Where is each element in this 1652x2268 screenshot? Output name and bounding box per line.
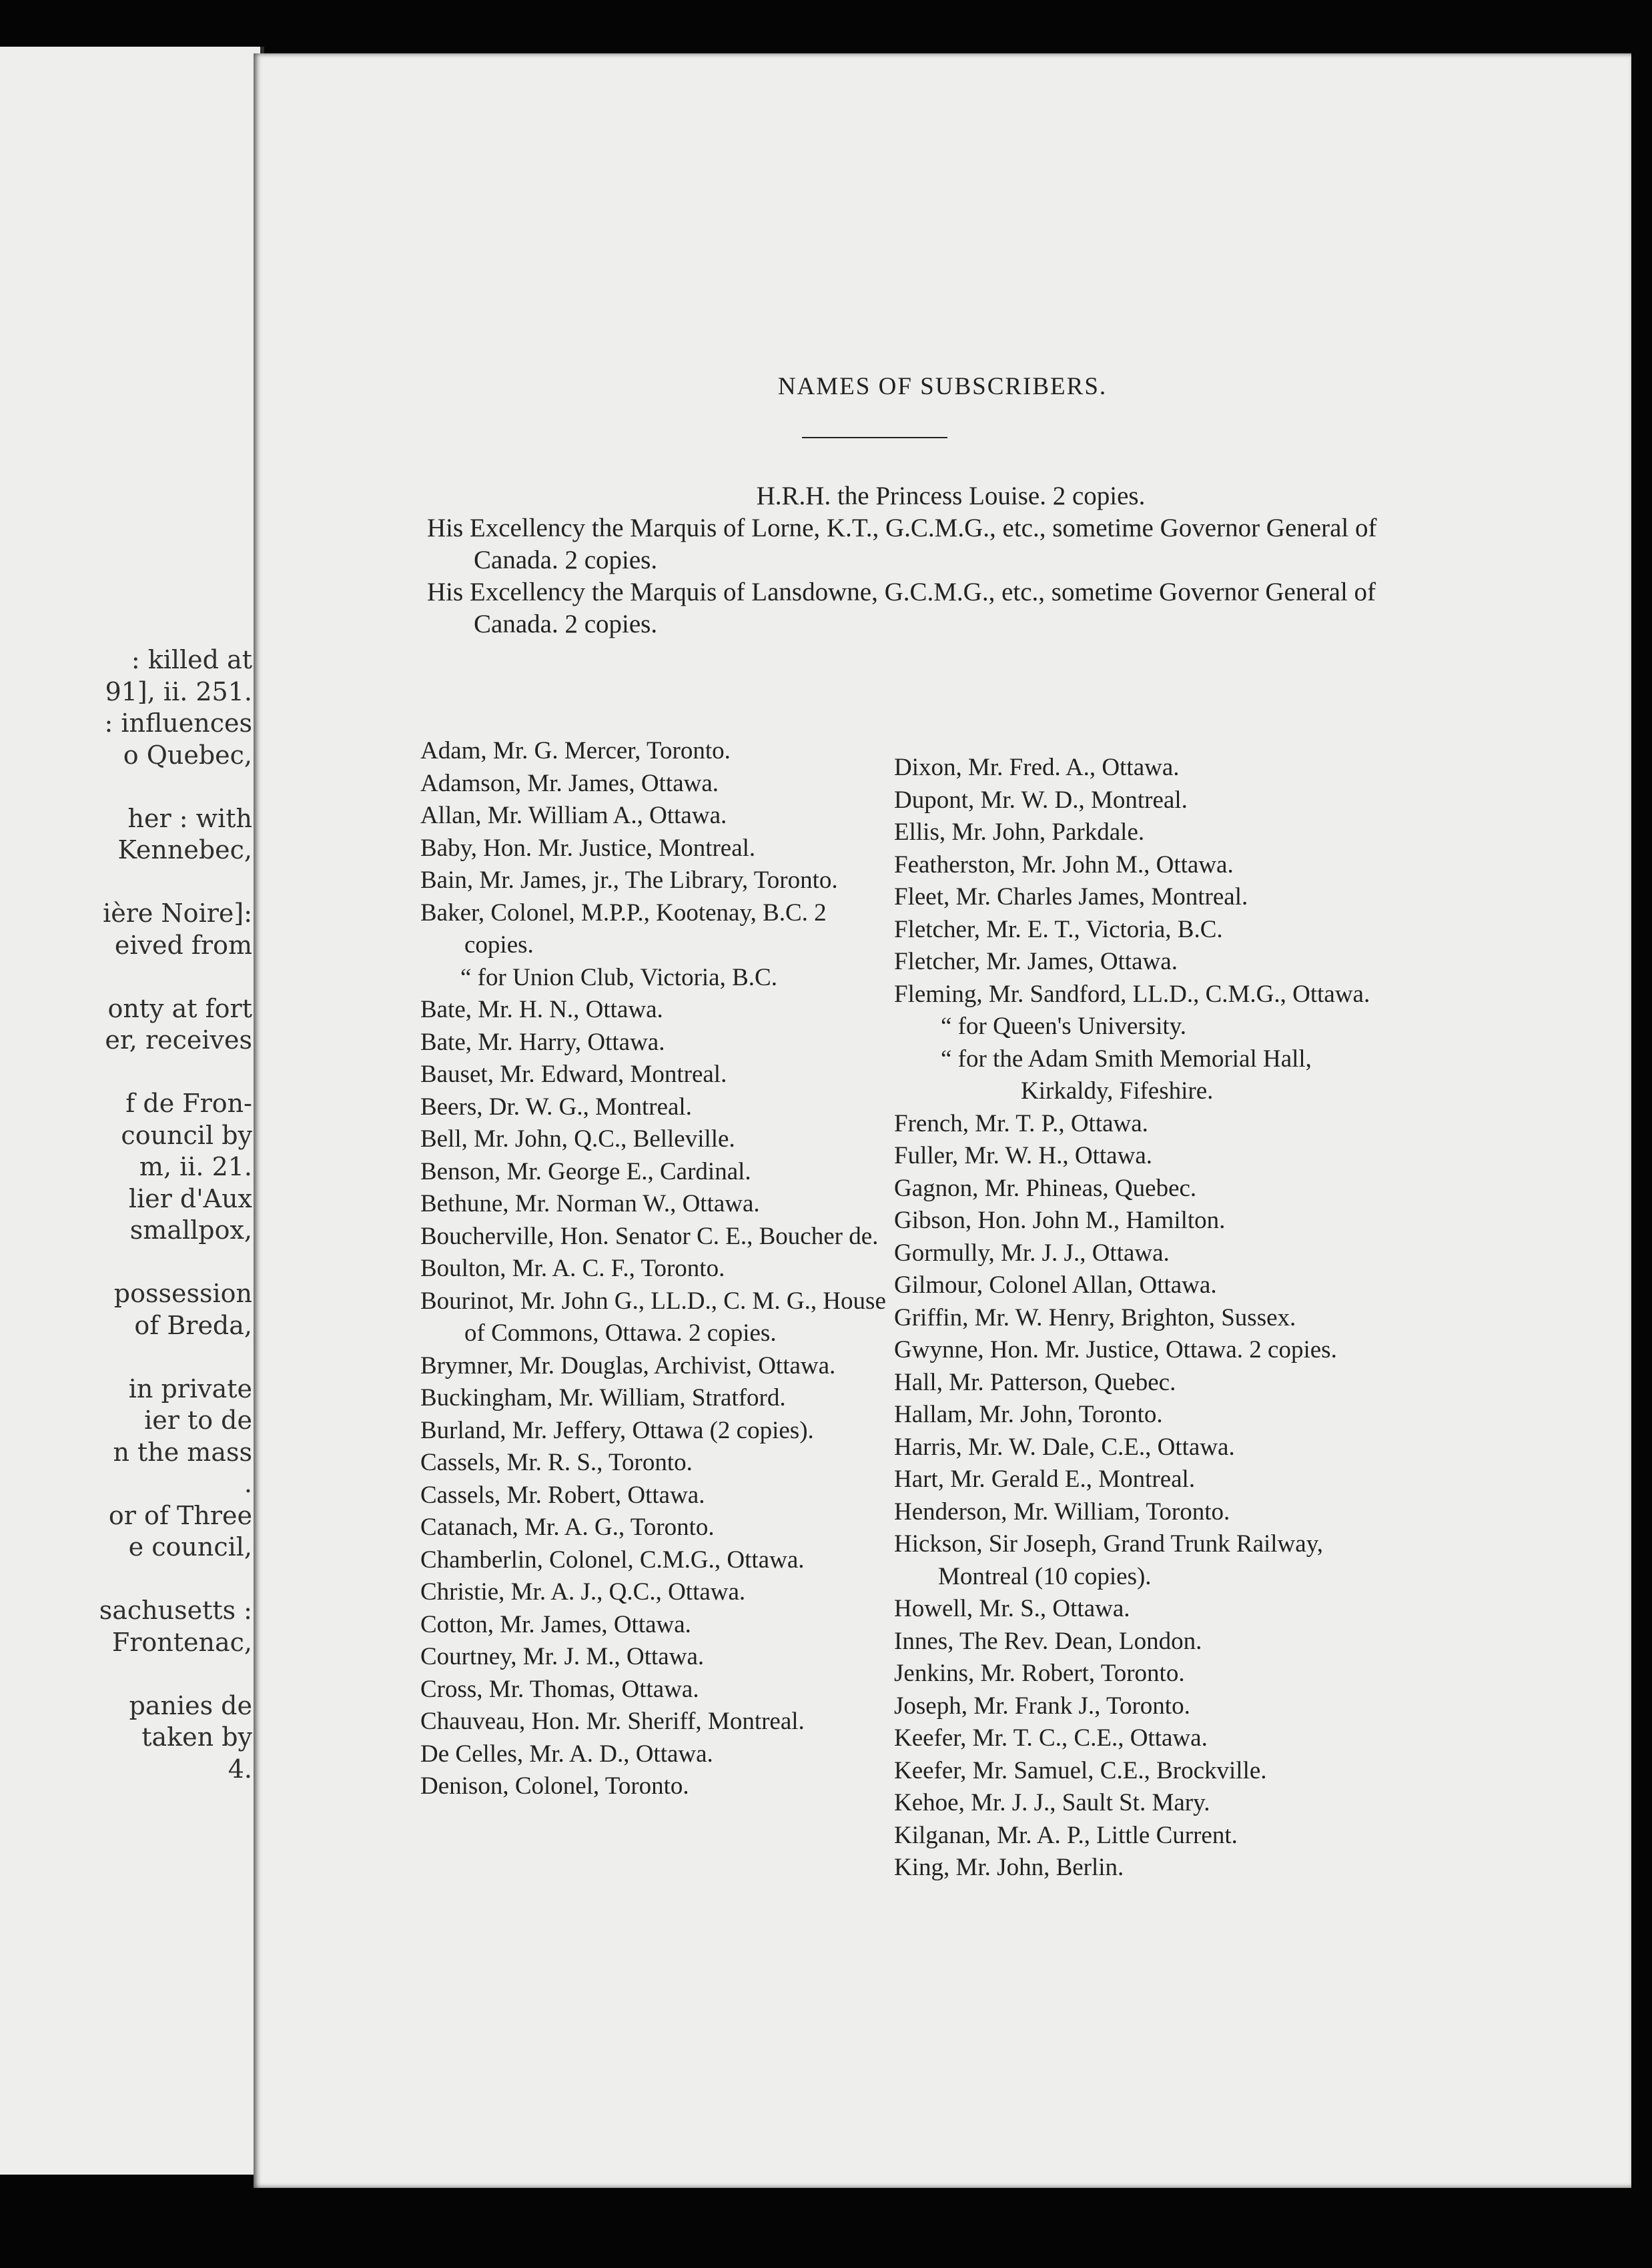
subscriber-entry: Keefer, Mr. Samuel, C.E., Brockville. — [894, 1756, 1267, 1784]
subscriber-entry: Allan, Mr. William A., Ottawa. — [420, 802, 727, 829]
left-page-line: er, receives — [105, 1025, 252, 1055]
subscriber-entry: Buckingham, Mr. William, Stratford. — [420, 1384, 786, 1411]
subscriber-entry: Boucherville, Hon. Senator C. E., Boucher de. — [420, 1222, 879, 1250]
subscriber-entry: Joseph, Mr. Frank J., Toronto. — [894, 1692, 1190, 1720]
subscriber-entry: Baker, Colonel, M.P.P., Kootenay, B.C. 2 copies. — [420, 899, 827, 959]
left-page-line: Kennebec, — [117, 835, 252, 865]
subscriber-entry: Cassels, Mr. R. S., Toronto. — [420, 1449, 693, 1476]
left-page-line: : killed at — [131, 645, 252, 674]
subscriber-entry: Burland, Mr. Jeffery, Ottawa (2 copies). — [420, 1416, 814, 1444]
subscriber-entry: “ for Union Club, Victoria, B.C. — [460, 963, 777, 991]
subscriber-entry: French, Mr. T. P., Ottawa. — [894, 1109, 1148, 1137]
left-page-line: her : with — [127, 803, 252, 833]
subscriber-entry: Keefer, Mr. T. C., C.E., Ottawa. — [894, 1724, 1208, 1752]
left-page-line: eived from — [114, 930, 252, 960]
subscriber-entry: Bate, Mr. H. N., Ottawa. — [420, 996, 663, 1023]
subscriber-entry: Gilmour, Colonel Allan, Ottawa. — [894, 1271, 1217, 1299]
subscriber-entry: Hart, Mr. Gerald E., Montreal. — [894, 1466, 1196, 1493]
subscriber-entry: Beers, Dr. W. G., Montreal. — [420, 1093, 692, 1121]
subscriber-entry: Innes, The Rev. Dean, London. — [894, 1627, 1202, 1655]
left-page-line: onty at fort — [107, 993, 252, 1023]
subscriber-entry: Fletcher, Mr. James, Ottawa. — [894, 948, 1178, 975]
subscriber-column-right — [894, 752, 1374, 1884]
royal-subscribers — [427, 480, 1394, 640]
left-page-fragment — [0, 47, 264, 2175]
subscriber-entry: Chamberlin, Colonel, C.M.G., Ottawa. — [420, 1546, 805, 1574]
left-page-line: of Breda, — [134, 1310, 252, 1340]
left-page-line: council by — [121, 1120, 252, 1150]
subscriber-entry: Christie, Mr. A. J., Q.C., Ottawa. — [420, 1578, 746, 1606]
subscriber-entry: King, Mr. John, Berlin. — [894, 1854, 1124, 1881]
left-page-line: or of Three — [108, 1500, 252, 1530]
subscriber-entry: Cotton, Mr. James, Ottawa. — [420, 1610, 691, 1638]
subscriber-entry: Griffin, Mr. W. Henry, Brighton, Sussex. — [894, 1303, 1296, 1331]
subscribers-page — [254, 53, 1631, 2188]
left-page-line: o Quebec, — [123, 740, 252, 770]
subscriber-column-left — [420, 735, 887, 1803]
left-page-line: f de Fron- — [125, 1089, 252, 1118]
subscriber-entry: Catanach, Mr. A. G., Toronto. — [420, 1514, 715, 1541]
subscriber-entry: Hall, Mr. Patterson, Quebec. — [894, 1368, 1176, 1396]
left-page-line: 91], ii. 251. — [105, 676, 252, 706]
left-page-line: n the mass — [113, 1437, 252, 1467]
subscriber-entry: Kehoe, Mr. J. J., Sault St. Mary. — [894, 1789, 1210, 1816]
left-page-line: Frontenac, — [111, 1627, 252, 1657]
subscriber-entry: “ for Queen's University. — [941, 1013, 1186, 1040]
left-page-line: lier d'Aux — [128, 1183, 252, 1213]
left-page-line: sachusetts : — [99, 1596, 252, 1625]
left-page-line: taken by — [141, 1722, 252, 1752]
royal-entry-princess: H.R.H. the Princess Louise. 2 copies. — [756, 482, 1146, 510]
subscriber-entry: Fuller, Mr. W. H., Ottawa. — [894, 1142, 1153, 1169]
subscriber-entry: Boulton, Mr. A. C. F., Toronto. — [420, 1255, 725, 1282]
subscriber-entry: Featherston, Mr. John M., Ottawa. — [894, 851, 1234, 879]
subscriber-entry: Cross, Mr. Thomas, Ottawa. — [420, 1675, 699, 1703]
subscriber-entry: Bain, Mr. James, jr., The Library, Toronto. — [420, 867, 838, 894]
royal-entry-lansdowne: His Excellency the Marquis of Lansdowne, G.C.M.G., etc., sometime Governor General of Canada. 2 copies. — [427, 578, 1376, 638]
subscriber-entry: Gwynne, Hon. Mr. Justice, Ottawa. 2 copies. — [894, 1336, 1337, 1363]
subscriber-entry: Brymner, Mr. Douglas, Archivist, Ottawa. — [420, 1351, 836, 1379]
subscriber-entry: Harris, Mr. W. Dale, C.E., Ottawa. — [894, 1433, 1235, 1461]
left-page-line: possession — [113, 1279, 252, 1308]
subscriber-entry: Howell, Mr. S., Ottawa. — [894, 1595, 1130, 1622]
left-page-line: m, ii. 21. — [139, 1152, 252, 1181]
subscriber-entry: Adam, Mr. G. Mercer, Toronto. — [420, 737, 731, 764]
subscriber-entry: Kilganan, Mr. A. P., Little Current. — [894, 1821, 1238, 1849]
subscriber-entry: Benson, Mr. George E., Cardinal. — [420, 1157, 751, 1185]
subscriber-entry: Bethune, Mr. Norman W., Ottawa. — [420, 1190, 760, 1217]
subscriber-entry: “ for the Adam Smith Memorial Hall, Kirkaldy, Fifeshire. — [941, 1045, 1312, 1105]
subscriber-entry: Denison, Colonel, Toronto. — [420, 1772, 689, 1800]
subscriber-entry: Cassels, Mr. Robert, Ottawa. — [420, 1481, 705, 1509]
subscriber-entry: Courtney, Mr. J. M., Ottawa. — [420, 1643, 705, 1670]
subscriber-entry: Fleet, Mr. Charles James, Montreal. — [894, 883, 1248, 911]
subscriber-entry: Adamson, Mr. James, Ottawa. — [420, 769, 719, 797]
page-title: NAMES OF SUBSCRIBERS. — [777, 373, 1108, 400]
left-page-line: ière Noire]: — [103, 899, 252, 928]
left-page-line: ier to de — [144, 1405, 252, 1435]
subscriber-entry: Baby, Hon. Mr. Justice, Montreal. — [420, 834, 756, 862]
subscriber-entry: Hallam, Mr. John, Toronto. — [894, 1401, 1163, 1428]
subscriber-entry: Fleming, Mr. Sandford, LL.D., C.M.G., Ottawa. — [894, 980, 1370, 1008]
royal-entry-lorne: His Excellency the Marquis of Lorne, K.T., G.C.M.G., etc., sometime Governor General of Canada. 2 copies. — [427, 514, 1377, 574]
subscriber-entry: Gagnon, Mr. Phineas, Quebec. — [894, 1174, 1197, 1202]
left-page-line: 4. — [228, 1754, 252, 1784]
subscriber-entry: Bourinot, Mr. John G., LL.D., C. M. G., House of Commons, Ottawa. 2 copies. — [420, 1287, 886, 1347]
subscriber-entry: Bell, Mr. John, Q.C., Belleville. — [420, 1125, 735, 1153]
subscriber-entry: Bauset, Mr. Edward, Montreal. — [420, 1061, 727, 1088]
subscriber-entry: Dupont, Mr. W. D., Montreal. — [894, 786, 1188, 814]
left-page-line: smallpox, — [129, 1215, 252, 1245]
subscriber-entry: Bate, Mr. Harry, Ottawa. — [420, 1028, 665, 1056]
left-page-line: . — [244, 1469, 252, 1498]
left-page-line: panies de — [129, 1690, 252, 1720]
subscriber-entry: Hickson, Sir Joseph, Grand Trunk Railway, Montreal (10 copies). — [894, 1530, 1324, 1590]
title-rule — [802, 437, 947, 438]
subscriber-entry: Gibson, Hon. John M., Hamilton. — [894, 1207, 1226, 1234]
left-page-line: e council, — [128, 1532, 252, 1562]
subscriber-entry: Dixon, Mr. Fred. A., Ottawa. — [894, 754, 1180, 781]
subscriber-entry: Chauveau, Hon. Mr. Sheriff, Montreal. — [420, 1708, 805, 1735]
left-page-line: : influences — [104, 708, 252, 738]
subscriber-entry: Jenkins, Mr. Robert, Toronto. — [894, 1660, 1185, 1687]
subscriber-entry: Gormully, Mr. J. J., Ottawa. — [894, 1239, 1170, 1267]
subscriber-entry: De Celles, Mr. A. D., Ottawa. — [420, 1740, 713, 1768]
left-page-line: in private — [128, 1373, 252, 1403]
subscriber-entry: Ellis, Mr. John, Parkdale. — [894, 818, 1145, 846]
subscriber-entry: Henderson, Mr. William, Toronto. — [894, 1498, 1230, 1526]
subscriber-entry: Fletcher, Mr. E. T., Victoria, B.C. — [894, 915, 1223, 943]
